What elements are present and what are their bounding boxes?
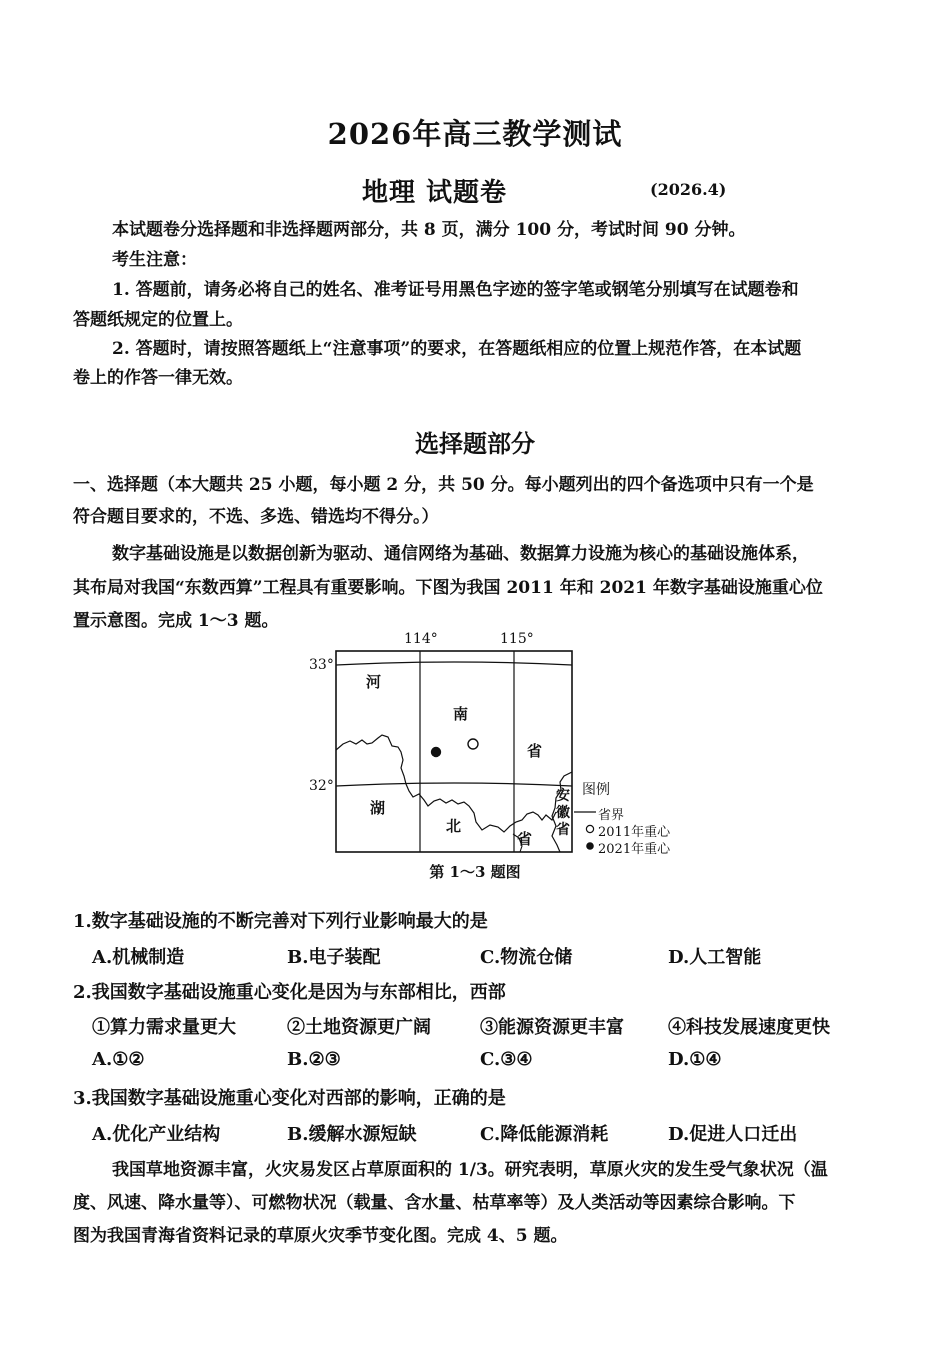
map-label-nan: 南 <box>453 705 469 723</box>
passage2-line1: 我国草地资源丰富，火灾易发区占草原面积的 1/3。研究表明，草原火灾的发生受气象状况（温 <box>112 1160 828 1180</box>
q2-item-3: ③能源资源更丰富 <box>480 1017 624 1038</box>
section-heading-b: 符合题目要求的，不选、多选、错选均不得分。） <box>73 507 439 527</box>
exam-title: 2026年高三教学测试 <box>327 117 623 151</box>
q3-option-a[interactable]: A.优化产业结构 <box>92 1124 221 1145</box>
q3-option-d[interactable]: D.促进人口迁出 <box>668 1124 798 1145</box>
passage2-line2: 度、风速、降水量等）、可燃物状况（载量、含水量、枯草率等）及人类活动等因素综合影响。下 <box>73 1193 796 1213</box>
q2-option-c[interactable]: C.③④ <box>480 1049 533 1070</box>
intro-line: 本试题卷分选择题和非选择题两部分，共 8 页，满分 100 分，考试时间 90 分钟。 <box>112 220 746 240</box>
figure-caption: 第 1～3 题图 <box>429 863 521 881</box>
notice-label: 考生注意： <box>112 250 197 270</box>
center-2021-marker <box>431 747 441 757</box>
passage1-line2: 其布局对我国“东数西算”工程具有重要影响。下图为我国 2011 年和 2021 年数字基础设施重心位 <box>73 578 823 598</box>
passage1-line1: 数字基础设施是以数据创新为驱动、通信网络为基础、数据算力设施为核心的基础设施体系， <box>112 544 809 564</box>
lat-label-32: 32° <box>309 778 334 794</box>
map-label-anhui: 安徽省 <box>556 788 570 838</box>
parallel-32 <box>336 783 572 786</box>
section-heading-a: 一、选择题（本大题共 25 小题，每小题 2 分，共 50 分。每小题列出的四个备选项中只有一个是 <box>73 475 814 495</box>
exam-date: (2026.4) <box>650 180 727 199</box>
q1-option-b[interactable]: B.电子装配 <box>287 947 381 968</box>
notice-2-line-a: 2. 答题时，请按照答题纸上“注意事项”的要求，在答题纸相应的位置上规范作答，在本试题 <box>112 339 802 359</box>
q2-item-1: ①算力需求量更大 <box>92 1017 236 1038</box>
q2-item-4: ④科技发展速度更快 <box>668 1017 830 1038</box>
question-1: 1.数字基础设施的不断完善对下列行业影响最大的是 <box>73 911 488 932</box>
notice-1-line-a: 1. 答题前，请务必将自己的姓名、准考证号用黑色字迹的签字笔或钢笔分别填写在试题卷和 <box>112 280 799 300</box>
map-label-he: 河 <box>366 673 382 691</box>
map-label-sheng-hubei: 省 <box>517 830 533 848</box>
map-label-hu: 湖 <box>370 799 386 817</box>
notice-1-line-b: 答题纸规定的位置上。 <box>73 310 243 330</box>
q1-option-c[interactable]: C.物流仓储 <box>480 947 573 968</box>
map-label-bei: 北 <box>446 817 462 835</box>
lon-label-114: 114° <box>404 631 438 647</box>
q2-option-b[interactable]: B.②③ <box>287 1049 341 1070</box>
map-label-sheng-henan: 省 <box>527 742 543 760</box>
q3-option-c[interactable]: C.降低能源消耗 <box>480 1124 609 1145</box>
q1-option-d[interactable]: D.人工智能 <box>668 947 762 968</box>
center-2011-marker <box>468 739 478 749</box>
parallel-33 <box>336 662 572 665</box>
legend-title: 图例 <box>582 782 610 798</box>
q1-option-a[interactable]: A.机械制造 <box>92 947 185 968</box>
legend-2021-label: 2021年重心 <box>598 842 671 857</box>
lon-label-115: 115° <box>500 631 534 647</box>
q2-item-2: ②土地资源更广阔 <box>287 1017 431 1038</box>
legend-2021-symbol <box>586 842 594 850</box>
subject-title: 地理 试题卷 <box>362 178 508 208</box>
passage2-line3: 图为我国青海省资料记录的草原火灾季节变化图。完成 4、5 题。 <box>73 1226 568 1246</box>
notice-2-line-b: 卷上的作答一律无效。 <box>73 368 243 388</box>
q2-option-d[interactable]: D.①④ <box>668 1049 722 1070</box>
question-2: 2.我国数字基础设施重心变化是因为与东部相比，西部 <box>73 982 506 1003</box>
section-title: 选择题部分 <box>415 429 535 458</box>
q3-option-b[interactable]: B.缓解水源短缺 <box>287 1124 417 1145</box>
question-3: 3.我国数字基础设施重心变化对西部的影响，正确的是 <box>73 1088 506 1109</box>
lat-label-33: 33° <box>309 657 334 673</box>
legend-border-label: 省界 <box>598 808 625 823</box>
passage1-line3: 置示意图。完成 1～3 题。 <box>73 611 279 631</box>
legend-2011-symbol <box>586 825 593 832</box>
legend-2011-label: 2011年重心 <box>598 825 671 840</box>
q2-option-a[interactable]: A.①② <box>92 1049 145 1070</box>
